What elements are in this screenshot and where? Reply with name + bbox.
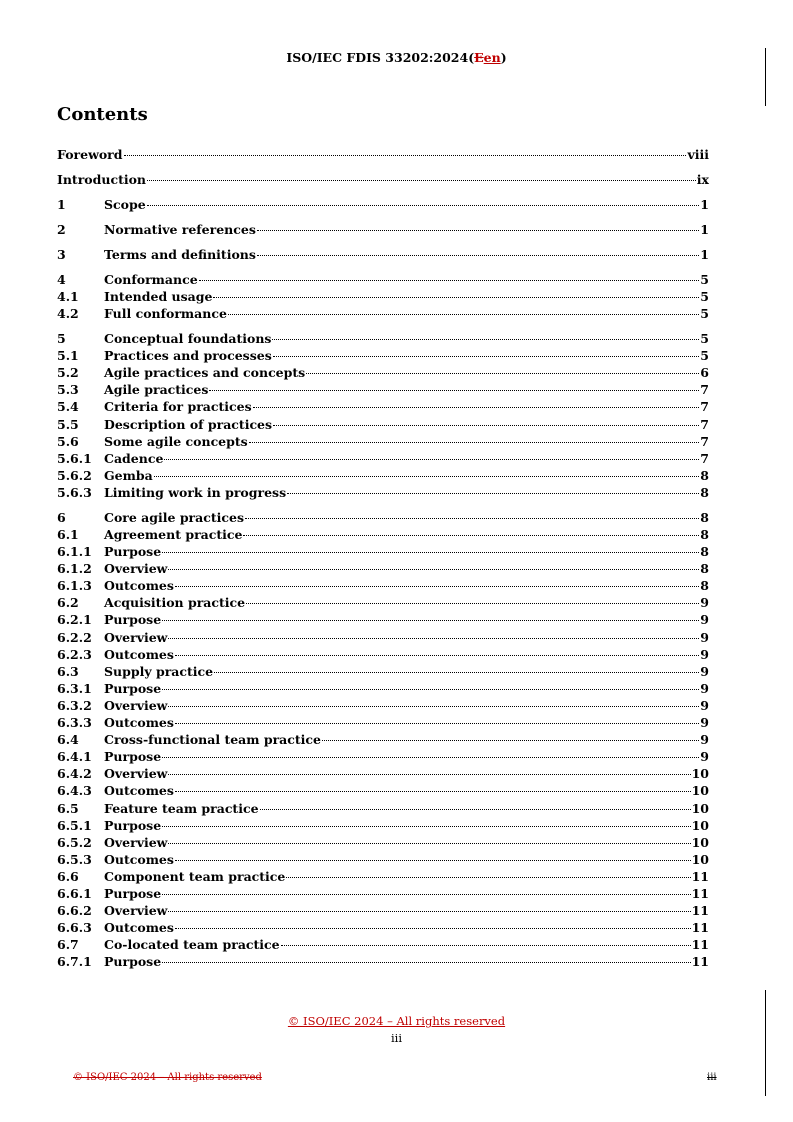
- header-deleted-text: E: [474, 50, 484, 65]
- toc-entry-label: Some agile concepts: [104, 433, 248, 449]
- toc-dot-leader: [245, 518, 699, 519]
- change-bar-top: [765, 48, 766, 106]
- toc-dot-leader: [164, 459, 699, 460]
- toc-entry[interactable]: [57, 364, 709, 381]
- toc-entry-label: Full conformance: [104, 306, 227, 322]
- toc-entry[interactable]: [57, 246, 709, 263]
- toc-entry-page: 6: [700, 365, 709, 381]
- toc-dot-leader: [168, 774, 690, 775]
- header-inserted-text: en: [483, 50, 501, 65]
- toc-dot-leader: [249, 442, 700, 443]
- toc-entry[interactable]: [57, 330, 709, 347]
- toc-entry-page: 10: [691, 800, 709, 816]
- toc-dot-leader: [162, 552, 699, 553]
- toc-entry-label: Cadence: [104, 450, 164, 466]
- toc-dot-leader: [162, 620, 699, 621]
- toc-entry-number: 1: [57, 196, 66, 212]
- toc-entry[interactable]: [57, 800, 709, 817]
- toc-dot-leader: [175, 791, 691, 792]
- toc-entry-number: 6: [57, 509, 66, 525]
- toc-dot-leader: [168, 843, 690, 844]
- toc-dot-leader: [147, 180, 696, 181]
- toc-entry-number: 5.6.3: [57, 484, 92, 500]
- toc-entry-page: 9: [700, 629, 709, 645]
- toc-dot-leader: [272, 339, 699, 340]
- toc-entry-page: 1: [700, 246, 709, 262]
- toc-entry-label: Conformance: [104, 271, 198, 287]
- toc-entry-page: 7: [700, 450, 709, 466]
- toc-entry-label: Co-located team practice: [104, 937, 280, 953]
- toc-entry-label: Criteria for practices: [104, 399, 252, 415]
- toc-entry-page: 8: [700, 578, 709, 594]
- toc-entry-label: Acquisition practice: [104, 595, 246, 611]
- toc-entry-page: 8: [700, 527, 709, 543]
- toc-entry-page: 7: [700, 382, 709, 398]
- toc-entry-number: 5.5: [57, 416, 79, 432]
- toc-entry-number: 6.6.3: [57, 920, 92, 936]
- toc-entry-label: Purpose: [104, 544, 162, 560]
- toc-dot-leader: [162, 826, 690, 827]
- toc-entry-number: 5.4: [57, 399, 79, 415]
- document-header: [0, 50, 793, 65]
- toc-entry-number: 2: [57, 221, 66, 237]
- toc-entry-number: 5: [57, 331, 66, 347]
- toc-entry-label: Overview: [104, 697, 168, 713]
- toc-entry[interactable]: [57, 919, 709, 936]
- toc-dot-leader: [162, 894, 690, 895]
- toc-dot-leader: [273, 425, 699, 426]
- toc-dot-leader: [260, 809, 691, 810]
- toc-entry-page: 11: [691, 885, 709, 901]
- toc-entry[interactable]: [57, 467, 709, 484]
- header-suffix: ): [500, 50, 507, 65]
- toc-entry-label: Gemba: [104, 467, 153, 483]
- toc-entry[interactable]: [57, 594, 709, 611]
- toc-entry-label: Purpose: [104, 680, 162, 696]
- toc-dot-leader: [228, 314, 699, 315]
- toc-entry-label: Core agile practices: [104, 509, 244, 525]
- toc-dot-leader: [162, 757, 699, 758]
- toc-dot-leader: [175, 723, 699, 724]
- header-prefix: ISO/IEC FDIS 33202:2024(: [286, 50, 475, 65]
- toc-dot-leader: [175, 655, 699, 656]
- toc-entry-number: 6.1.1: [57, 544, 92, 560]
- toc-entry-number: 6.1: [57, 527, 79, 543]
- toc-entry-page: ix: [696, 171, 709, 187]
- toc-entry-number: 6.4.2: [57, 766, 92, 782]
- toc-entry-label: Outcomes: [104, 646, 174, 662]
- toc-entry-page: 5: [700, 348, 709, 364]
- toc-entry-number: 4: [57, 271, 66, 287]
- toc-entry-number: 6.5.1: [57, 817, 92, 833]
- toc-entry-label: Purpose: [104, 749, 162, 765]
- toc-dot-leader: [147, 205, 700, 206]
- toc-entry[interactable]: [57, 196, 709, 213]
- toc-entry-page: 5: [700, 306, 709, 322]
- toc-entry[interactable]: [57, 484, 709, 501]
- toc-entry-label: Outcomes: [104, 715, 174, 731]
- toc-entry-label: Overview: [104, 629, 168, 645]
- toc-entry-page: 1: [700, 196, 709, 212]
- toc-entry-number: 5.3: [57, 382, 79, 398]
- toc-entry-label: Scope: [104, 196, 146, 212]
- toc-entry-label: Supply practice: [104, 663, 214, 679]
- toc-entry-label: Outcomes: [104, 851, 174, 867]
- toc-dot-leader: [257, 255, 699, 256]
- toc-entry-page: 7: [700, 433, 709, 449]
- toc-dot-leader: [306, 373, 699, 374]
- toc-dot-leader: [287, 493, 699, 494]
- footer-page-number: iii: [390, 1031, 403, 1045]
- toc-dot-leader: [243, 535, 699, 536]
- toc-entry-label: Outcomes: [104, 783, 174, 799]
- toc-entry-number: 6.3.1: [57, 680, 92, 696]
- toc-entry-label: Foreword: [57, 147, 123, 162]
- toc-entry-number: 6.4: [57, 732, 79, 748]
- toc-entry-label: Description of practices: [104, 416, 273, 432]
- toc-dot-leader: [246, 603, 699, 604]
- toc-entry-label: Purpose: [104, 885, 162, 901]
- toc-entry[interactable]: [57, 834, 709, 851]
- toc-entry-label: Introduction: [57, 171, 147, 187]
- toc-entry-label: Purpose: [104, 612, 162, 628]
- toc-entry-page: 8: [700, 467, 709, 483]
- toc-entry-number: 6.2: [57, 595, 79, 611]
- toc-entry-page: 11: [691, 920, 709, 936]
- toc-entry-label: Component team practice: [104, 868, 286, 884]
- toc-entry-label: Outcomes: [104, 920, 174, 936]
- toc-dot-leader: [273, 356, 700, 357]
- page-title: Contents: [57, 104, 148, 125]
- toc-entry[interactable]: [57, 629, 709, 646]
- toc-entry-page: 10: [691, 783, 709, 799]
- toc-entry-number: 6.7: [57, 937, 79, 953]
- toc-entry-page: 9: [700, 595, 709, 611]
- toc-entry-page: 8: [700, 561, 709, 577]
- toc-entry-number: 6.4.3: [57, 783, 92, 799]
- toc-entry-number: 6.1.2: [57, 561, 92, 577]
- toc-entry-page: 11: [691, 903, 709, 919]
- toc-entry[interactable]: [57, 398, 709, 415]
- footer-page-number-deleted: [707, 1072, 717, 1083]
- toc-entry-number: 5.6.1: [57, 450, 92, 466]
- toc-entry-page: 11: [691, 868, 709, 884]
- toc-entry-number: 5.1: [57, 348, 79, 364]
- toc-entry[interactable]: [57, 560, 709, 577]
- toc-dot-leader: [281, 945, 691, 946]
- toc-dot-leader: [322, 740, 699, 741]
- toc-entry-page: 10: [691, 817, 709, 833]
- toc-entry-number: 5.6.2: [57, 467, 92, 483]
- toc-dot-leader: [286, 877, 690, 878]
- toc-entry-page: 10: [691, 766, 709, 782]
- footer-page-number-deleted-text: iii: [707, 1072, 717, 1083]
- toc-entry[interactable]: [57, 731, 709, 748]
- toc-entry-number: 3: [57, 246, 66, 262]
- toc-entry-page: 9: [700, 732, 709, 748]
- toc-dot-leader: [162, 962, 690, 963]
- toc-entry-page: 5: [700, 271, 709, 287]
- toc-dot-leader: [168, 706, 699, 707]
- toc-entry-number: 6.5.2: [57, 834, 92, 850]
- toc-entry-label: Agile practices and concepts: [104, 365, 306, 381]
- toc-entry-number: 6.3.3: [57, 715, 92, 731]
- toc-entry[interactable]: [57, 782, 709, 799]
- toc-dot-leader: [175, 928, 691, 929]
- toc-entry[interactable]: [57, 416, 709, 433]
- toc-entry-number: 6.1.3: [57, 578, 92, 594]
- toc-entry-page: 8: [700, 509, 709, 525]
- toc-entry-number: 6.2.3: [57, 646, 92, 662]
- toc-dot-leader: [124, 155, 687, 156]
- toc-entry-label: Agreement practice: [104, 527, 243, 543]
- toc-entry-page: 10: [691, 834, 709, 850]
- toc-entry[interactable]: [57, 450, 709, 467]
- toc-entry-number: 6.2.1: [57, 612, 92, 628]
- toc-entry[interactable]: [57, 936, 709, 953]
- toc-entry[interactable]: [57, 271, 709, 288]
- toc-entry-number: 5.2: [57, 365, 79, 381]
- toc-entry-number: 4.2: [57, 306, 79, 322]
- toc-entry-page: 11: [691, 937, 709, 953]
- toc-entry[interactable]: [57, 748, 709, 765]
- toc-entry[interactable]: [57, 765, 709, 782]
- toc-entry-label: Normative references: [104, 221, 256, 237]
- toc-entry[interactable]: [57, 347, 709, 364]
- toc-entry[interactable]: [57, 680, 709, 697]
- toc-entry-page: 8: [700, 544, 709, 560]
- toc-entry-label: Overview: [104, 561, 168, 577]
- toc-entry[interactable]: [57, 146, 709, 163]
- toc-entry-page: 9: [700, 612, 709, 628]
- toc-entry-number: 6.6: [57, 868, 79, 884]
- toc-dot-leader: [162, 689, 699, 690]
- toc-entry-label: Conceptual foundations: [104, 331, 272, 347]
- toc-entry[interactable]: [57, 611, 709, 628]
- toc-entry[interactable]: [57, 851, 709, 868]
- toc-entry-page: 8: [700, 484, 709, 500]
- toc-entry[interactable]: [57, 221, 709, 238]
- toc-entry-page: 9: [700, 749, 709, 765]
- toc-dot-leader: [175, 586, 699, 587]
- toc-dot-leader: [154, 476, 700, 477]
- toc-dot-leader: [253, 407, 700, 408]
- toc-entry-label: Terms and definitions: [104, 246, 256, 262]
- toc-entry-page: 5: [700, 331, 709, 347]
- toc-entry-page: 5: [700, 289, 709, 305]
- toc-entry-label: Practices and processes: [104, 348, 272, 364]
- toc-entry-page: 10: [691, 851, 709, 867]
- toc-dot-leader: [175, 860, 691, 861]
- toc-entry[interactable]: [57, 714, 709, 731]
- toc-dot-leader: [168, 569, 699, 570]
- toc-dot-leader: [213, 297, 699, 298]
- toc-entry-label: Purpose: [104, 817, 162, 833]
- toc-entry[interactable]: [57, 526, 709, 543]
- footer-copyright-deleted-text: © ISO/IEC 2024 – All rights reserved: [73, 1072, 262, 1083]
- toc-entry[interactable]: [57, 509, 709, 526]
- toc-entry-number: 6.5.3: [57, 851, 92, 867]
- toc-entry-number: 6.2.2: [57, 629, 92, 645]
- toc-entry[interactable]: [57, 288, 709, 305]
- toc-entry-page: 9: [700, 663, 709, 679]
- toc-entry[interactable]: [57, 885, 709, 902]
- toc-dot-leader: [209, 390, 699, 391]
- toc-entry-page: 9: [700, 715, 709, 731]
- toc-entry-label: Intended usage: [104, 289, 213, 305]
- toc-entry-page: 7: [700, 399, 709, 415]
- toc-entry[interactable]: [57, 577, 709, 594]
- toc-entry[interactable]: [57, 381, 709, 398]
- toc-entry-number: 6.7.1: [57, 954, 92, 970]
- table-of-contents: [57, 146, 709, 970]
- toc-entry-number: 6.3: [57, 663, 79, 679]
- toc-entry[interactable]: [57, 697, 709, 714]
- toc-entry-number: 4.1: [57, 289, 79, 305]
- toc-entry-page: 9: [700, 646, 709, 662]
- toc-entry[interactable]: [57, 663, 709, 680]
- toc-dot-leader: [199, 280, 700, 281]
- toc-dot-leader: [168, 911, 690, 912]
- toc-entry-label: Limiting work in progress: [104, 484, 287, 500]
- toc-entry-label: Outcomes: [104, 578, 174, 594]
- toc-dot-leader: [257, 230, 699, 231]
- toc-dot-leader: [168, 638, 699, 639]
- toc-entry-page: 9: [700, 697, 709, 713]
- footer-copyright-inserted: © ISO/IEC 2024 – All rights reserved: [287, 1014, 506, 1028]
- toc-entry-number: 6.4.1: [57, 749, 92, 765]
- toc-entry[interactable]: [57, 305, 709, 322]
- toc-entry-number: 6.3.2: [57, 697, 92, 713]
- toc-entry-number: 5.6: [57, 433, 79, 449]
- footer-copyright: [0, 1014, 793, 1028]
- toc-entry[interactable]: [57, 646, 709, 663]
- toc-entry-page: 9: [700, 680, 709, 696]
- toc-entry-number: 6.6.1: [57, 885, 92, 901]
- toc-entry[interactable]: [57, 953, 709, 970]
- toc-entry-label: Purpose: [104, 954, 162, 970]
- toc-entry-page: viii: [687, 147, 709, 162]
- toc-entry-label: Agile practices: [104, 382, 209, 398]
- footer-copyright-deleted: [73, 1072, 262, 1083]
- toc-entry-label: Feature team practice: [104, 800, 259, 816]
- toc-entry[interactable]: [57, 817, 709, 834]
- toc-entry[interactable]: [57, 868, 709, 885]
- toc-entry[interactable]: [57, 543, 709, 560]
- toc-entry-label: Overview: [104, 903, 168, 919]
- toc-entry-label: Overview: [104, 834, 168, 850]
- toc-entry-number: 6.5: [57, 800, 79, 816]
- toc-dot-leader: [214, 672, 699, 673]
- toc-entry[interactable]: [57, 171, 709, 188]
- toc-entry-page: 11: [691, 954, 709, 970]
- toc-entry-page: 7: [700, 416, 709, 432]
- toc-entry[interactable]: [57, 433, 709, 450]
- toc-entry-label: Cross-functional team practice: [104, 732, 321, 748]
- toc-entry-number: 6.6.2: [57, 903, 92, 919]
- toc-entry-label: Overview: [104, 766, 168, 782]
- toc-entry[interactable]: [57, 902, 709, 919]
- toc-entry-page: 1: [700, 221, 709, 237]
